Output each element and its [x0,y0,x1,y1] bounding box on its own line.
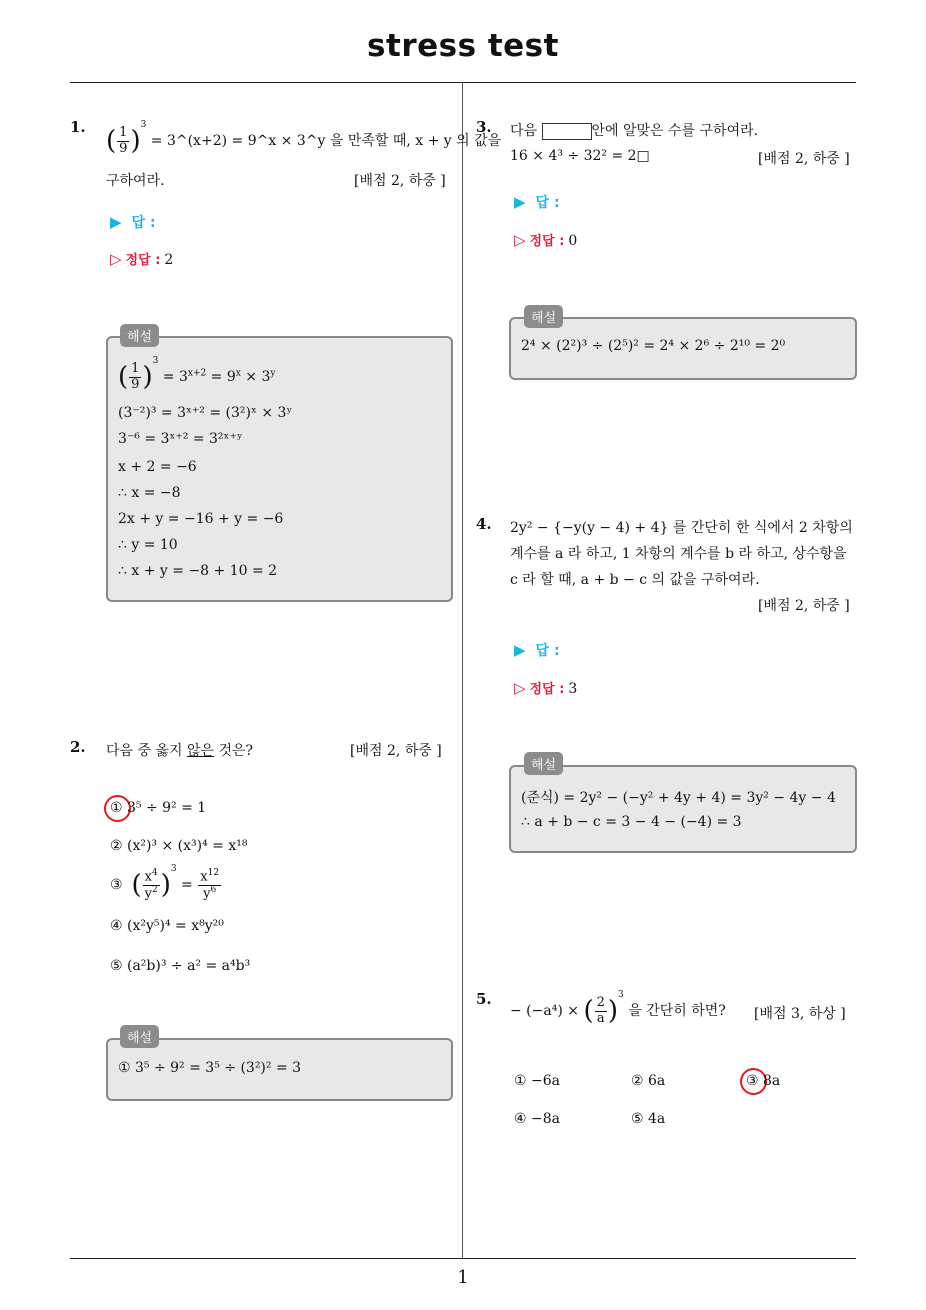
q1-stem-tail: = 3^(x+2) = 9^x × 3^y 을 만족할 때, x + y 의 값을 [150,133,502,149]
q1-solution-line3: x + 2 = −6 [118,459,197,475]
q4-solution-line2: ∴ a + b − c = 3 − 4 − (−4) = 3 [521,814,742,830]
q5-choice-5[interactable]: ⑤ 4a [631,1111,666,1127]
key-arrow-icon: ▷ [110,250,122,268]
q4-stem-line3: c 라 할 때, a + b − c 의 값을 구하여라. [510,572,760,588]
q2-choice-1[interactable]: ① 3⁵ ÷ 9² = 1 [110,800,207,816]
q4-solution-tag: 해설 [524,752,563,775]
q5-choice-4[interactable]: ④ −8a [514,1111,560,1127]
q5-meta: [배점 3, 하상 ] [754,1006,846,1022]
key-arrow-icon: ▷ [514,231,526,249]
q2-stem: 다음 중 옳지 않은 것은? [106,743,254,759]
q3-meta: [배점 2, 하중 ] [758,151,850,167]
top-rule [70,82,856,83]
q2-solution-tag: 해설 [120,1025,159,1048]
bottom-rule [70,1258,856,1259]
q1-stem-line2: 구하여라. [106,173,165,189]
q4-number: 4. [476,515,492,533]
q1-solution-line5: 2x + y = −16 + y = −6 [118,511,284,527]
q5-stem: − (−a⁴) × ( $\frac{2}{a}$ )$^3$ 을 간단히 하면? [510,990,726,1026]
q3-number: 3. [476,118,492,136]
q2-choice-5[interactable]: ⑤ (a²b)³ ÷ a² = a⁴b³ [110,958,251,974]
q3-stem-line1: 다음 안에 알맞은 수를 구하여라. [510,123,759,139]
q2-meta: [배점 2, 하중 ] [350,743,442,759]
q1-number: 1. [70,118,86,136]
q2-choice-2[interactable]: ② (x²)³ × (x³)⁴ = x¹⁸ [110,838,248,854]
q1-answer-label: ▶ 답 : [110,213,156,231]
key-arrow-icon: ▷ [514,679,526,697]
q1-meta: [배점 2, 하중 ] [354,173,446,189]
q2-choice-4[interactable]: ④ (x²y⁵)⁴ = x⁸y²⁰ [110,918,224,934]
q1-solution-line2: 3⁻⁶ = 3ˣ⁺² = 3²ˣ⁺ʸ [118,431,243,447]
q4-solution-line1: (준식) = 2y² − (−y² + 4y + 4) = 3y² − 4y − 4 [521,790,836,806]
q3-solution-line1: 2⁴ × (2²)³ ÷ (2⁵)² = 2⁴ × 2⁶ ÷ 2¹⁰ = 2⁰ [521,338,786,354]
q1-solution-line0: ( $\frac{1}{9}$ )$^3 = 3^{x+2} = 9^x \times 3^y$ [118,356,276,392]
q3-solution-tag: 해설 [524,305,563,328]
q2-number: 2. [70,738,86,756]
q4-meta: [배점 2, 하중 ] [758,598,850,614]
q4-key: ▷ 정답 : 3 [514,679,578,697]
q1-key: ▷ 정답 : 2 [110,250,174,268]
q3-answer-label: ▶ 답 : [514,193,560,211]
q3-stem-line2: 16 × 4³ ÷ 32² = 2□ [510,148,650,164]
q3-blank-box [542,123,592,140]
q1-solution-line7: ∴ x + y = −8 + 10 = 2 [118,563,278,579]
page-title: stress test [367,28,559,64]
q5-choice-3[interactable]: ③ 8a [746,1073,781,1089]
q4-stem-line2: 계수를 a 라 하고, 1 차항의 계수를 b 라 하고, 상수항을 [510,546,847,562]
q1-solution-line6: ∴ y = 10 [118,537,178,553]
page-number: 1 [457,1267,469,1288]
q4-solution-box [509,765,857,853]
q4-stem-line1: 2y² − {−y(y − 4) + 4} 를 간단히 한 식에서 2 차항의 [510,520,853,536]
q2-solution-line1: ① 3⁵ ÷ 9² = 3⁵ ÷ (3²)² = 3 [118,1060,302,1076]
answer-arrow-icon: ▶ [514,193,526,211]
column-divider [462,83,463,1258]
q1-solution-line1: (3⁻²)³ = 3ˣ⁺² = (3²)ˣ × 3ʸ [118,405,293,421]
q4-answer-label: ▶ 답 : [514,641,560,659]
q5-choice-1[interactable]: ① −6a [514,1073,560,1089]
q1-solution-line4: ∴ x = −8 [118,485,181,501]
q5-choice-2[interactable]: ② 6a [631,1073,666,1089]
q3-key: ▷ 정답 : 0 [514,231,578,249]
answer-arrow-icon: ▶ [110,213,122,231]
q1-solution-tag: 해설 [120,324,159,347]
q2-choice-3[interactable]: ③ ( $\frac{x^4}{y^2}$ )$^3$ = $\frac{x^{12}}{y^6}$ [110,864,220,901]
q1-stem-line1: ( $\frac{1}{9}$ )$^3$ = 3^(x+2) = 9^x × 3^y 을 만족할 때, x + y 의 값을 [106,120,502,156]
answer-arrow-icon: ▶ [514,641,526,659]
q5-number: 5. [476,990,492,1008]
q1-fraction: $\frac{1}{9}$ [119,125,128,156]
